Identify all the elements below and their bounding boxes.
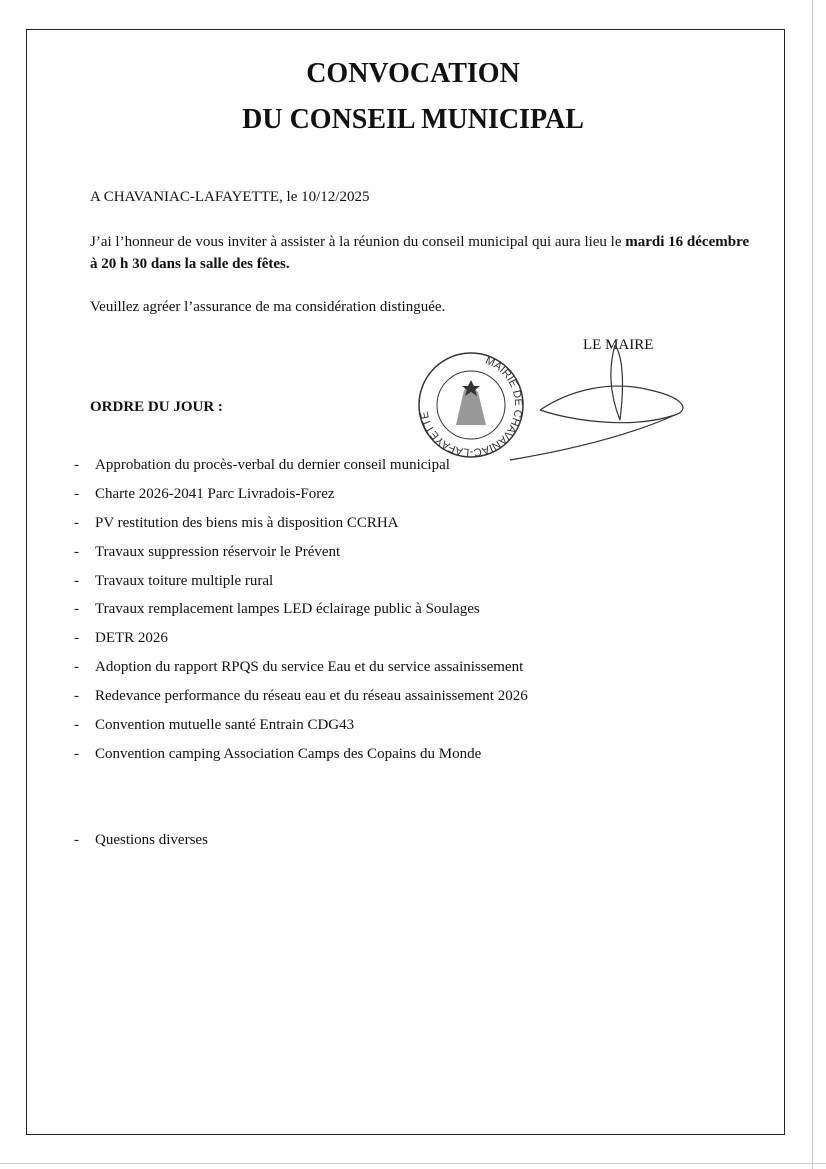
- closing-regards: Veuillez agréer l’assurance de ma considération distinguée.: [90, 299, 446, 315]
- invitation-datetime: mardi 16 décembre à 20 h 30 dans la salle des fêtes.: [90, 234, 750, 272]
- bullet: -: [74, 457, 79, 473]
- bullet: -: [74, 659, 79, 676]
- agenda-item-text: Redevance performance du réseau eau et du réseau assainissement 2026: [95, 688, 528, 705]
- agenda-list: [74, 457, 528, 775]
- agenda-item: [74, 630, 528, 659]
- page-edge: [812, 0, 813, 1169]
- agenda-item-text: Approbation du procès-verbal du dernier conseil municipal: [95, 457, 450, 473]
- bullet: -: [74, 543, 79, 560]
- agenda-item-text: Adoption du rapport RPQS du service Eau et du service assainissement: [95, 659, 524, 676]
- bullet: -: [74, 572, 79, 589]
- agenda-item-text: Questions diverses: [95, 832, 208, 848]
- bullet: -: [74, 514, 79, 531]
- mayor-signature-icon: [450, 340, 700, 470]
- title-line-2: DU CONSEIL MUNICIPAL: [242, 104, 584, 135]
- agenda-item: [74, 746, 528, 775]
- bullet: -: [74, 485, 79, 502]
- agenda-item-questions: [74, 832, 208, 849]
- bullet: -: [74, 688, 79, 705]
- agenda-item: [74, 688, 528, 717]
- agenda-heading: ORDRE DU JOUR :: [90, 399, 223, 415]
- agenda-item: [74, 573, 528, 602]
- agenda-item: [74, 544, 528, 573]
- agenda-item: [74, 601, 528, 630]
- agenda-item: [74, 515, 528, 544]
- bullet: -: [74, 717, 79, 734]
- agenda-item-text: Travaux toiture multiple rural: [95, 572, 274, 589]
- title-line-1: CONVOCATION: [306, 58, 520, 89]
- agenda-item: [74, 457, 528, 486]
- bullet: -: [74, 601, 79, 618]
- bullet: -: [74, 832, 79, 848]
- agenda-item: [74, 486, 528, 515]
- agenda-item-text: Charte 2026-2041 Parc Livradois-Forez: [95, 485, 335, 502]
- bullet: -: [74, 630, 79, 647]
- invitation-text: [90, 231, 760, 275]
- signatory: LE MAIRE: [583, 337, 654, 353]
- agenda-item-text: Travaux suppression réservoir le Prévent: [95, 543, 341, 560]
- agenda-item-text: DETR 2026: [95, 630, 168, 647]
- agenda-item-text: Convention mutuelle santé Entrain CDG43: [95, 717, 355, 734]
- bullet: -: [74, 745, 79, 762]
- place-date: A CHAVANIAC-LAFAYETTE, le 10/12/2025: [90, 189, 370, 205]
- svg-text:MAIRIE DE CHAVANIAC-LAFAYETTE: MAIRIE DE CHAVANIAC-LAFAYETTE: [418, 354, 525, 459]
- agenda-item-text: PV restitution des biens mis à disposition CCRHA: [95, 514, 399, 531]
- agenda-item-text: Convention camping Association Camps des Copains du Monde: [95, 745, 482, 762]
- agenda-item: [74, 659, 528, 688]
- agenda-item-text: Travaux remplacement lampes LED éclairage public à Soulages: [95, 601, 480, 618]
- page-edge-bottom: [0, 1163, 826, 1164]
- agenda-item: [74, 717, 528, 746]
- invitation-body: J’ai l’honneur de vous inviter à assister à la réunion du conseil municipal qui aura lieu le: [90, 234, 626, 250]
